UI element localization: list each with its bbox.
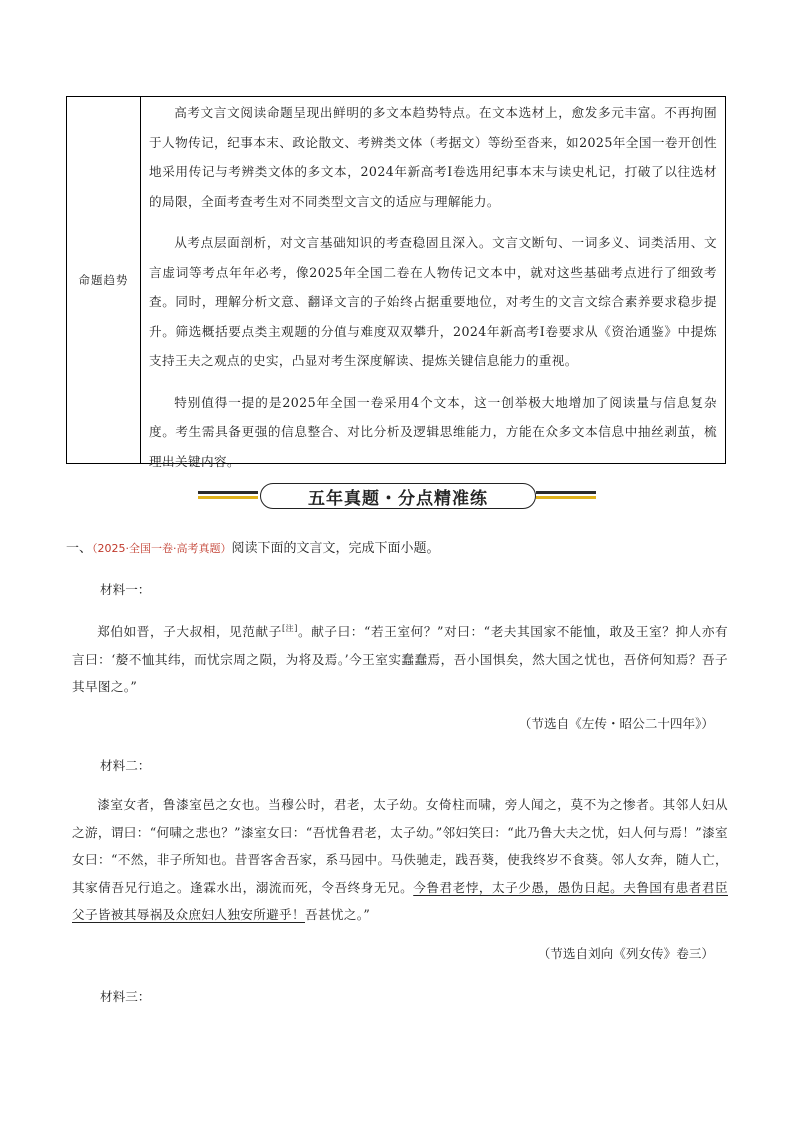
- question-heading: [66, 537, 440, 556]
- trend-paragraph-2: 从考点层面剖析，对文言基础知识的考查稳固且深入。文言文断句、一词多义、词类活用、文言虚词等考点年年必考，像2025年全国二卷在人物传记文本中，就对这些基础考点进行了细致考查。同时，理解分析文意、翻译文言的子始终占据重要地位，对考生的文言文综合素养要求稳步提升。筛选概括要点类主观题的分值与难度双双攀升，2024年新高考Ⅰ卷要求从《资治通鉴》中提炼支持王夫之观点的史实，凸显对考生深度解读、提炼关键信息能力的重视。: [149, 235, 717, 368]
- section-banner: [0, 481, 794, 511]
- material-1-text: 郑伯如晋，子大叔相，见范献子[注]。献子曰：“若王室何？”对曰：“老夫其国家不能恤，敢及王室？抑人亦有言曰：‘嫠不恤其纬，而忧宗周之陨，为将及焉。’今王室实蠢蠢焉，吾小国惧矣，然大国之忧也，吾侪何知焉？吾子其早图之。”: [72, 624, 729, 695]
- banner-decoration-left: [198, 491, 258, 501]
- table-label: 命题趋势: [67, 97, 141, 463]
- trend-paragraph-1: 高考文言文阅读命题呈现出鲜明的多文本趋势特点。在文本选材上，愈发多元丰富。不再拘囿于人物传记，纪事本末、政论散文、考辨类文体（考据文）等纷至沓来，如2025年全国一卷开创性地采用传记与考辨类文体的多文本，2024年新高考Ⅰ卷选用纪事本末与读史札记，打破了以往选材的局限，全面考查考生对不同类型文言文的适应与理解能力。: [149, 105, 717, 209]
- material-1-label: 材料一：: [100, 582, 151, 597]
- underlined-sentence: 今鲁君老悖，太子少愚，愚伪日起。夫鲁国有患者君臣父子皆被其辱祸及众庶妇人独安所避乎！: [72, 879, 728, 922]
- trend-table: [66, 96, 726, 469]
- question-number: 一、: [66, 541, 93, 556]
- question-prompt: 阅读下面的文言文，完成下面小题。: [231, 541, 440, 556]
- section-title: 五年真题・分点精准练: [260, 483, 536, 509]
- table-content: [141, 97, 725, 469]
- material-2-source: （节选自刘向《列女传》卷三）: [537, 946, 714, 961]
- material-2-label: 材料二：: [100, 758, 151, 773]
- material-1-source: （节选自《左传・昭公二十四年》）: [518, 716, 714, 731]
- trend-paragraph-3: 特别值得一提的是2025年全国一卷采用4个文本，这一创举极大地增加了阅读量与信息复杂度。考生需具备更强的信息整合、对比分析及逻辑思维能力，方能在众多文本信息中抽丝剥茧，梳理出关键内容。: [149, 394, 717, 469]
- material-2-text: 漆室女者，鲁漆室邑之女也。当穆公时，君老，太子幼。女倚柱而啸，旁人闻之，莫不为之惨者。其邻人妇从之游，谓曰：“何啸之悲也？”漆室女曰：“吾忧鲁君老，太子幼。”邻妇笑曰：“此乃鲁大夫之忧，妇人何与焉！”漆室女曰：“不然，非子所知也。昔晋客舍吾家，系马园中。马佚驰走，践吾葵，使我终岁不食葵。邻人女奔，随人亡，其家倩吾兄行追之。逢霖水出，溺流而死，令吾终身无兄。今鲁君老悖，太子少愚，愚伪日起。夫鲁国有患者君臣父子皆被其辱祸及众庶妇人独安所避乎！吾甚忧之。”: [72, 797, 728, 922]
- material-3-label: 材料三：: [100, 989, 151, 1004]
- footnote-marker: [注]: [281, 624, 298, 633]
- banner-decoration-right: [536, 491, 596, 501]
- question-source: （2025·全国一卷·高考真题）: [92, 542, 232, 555]
